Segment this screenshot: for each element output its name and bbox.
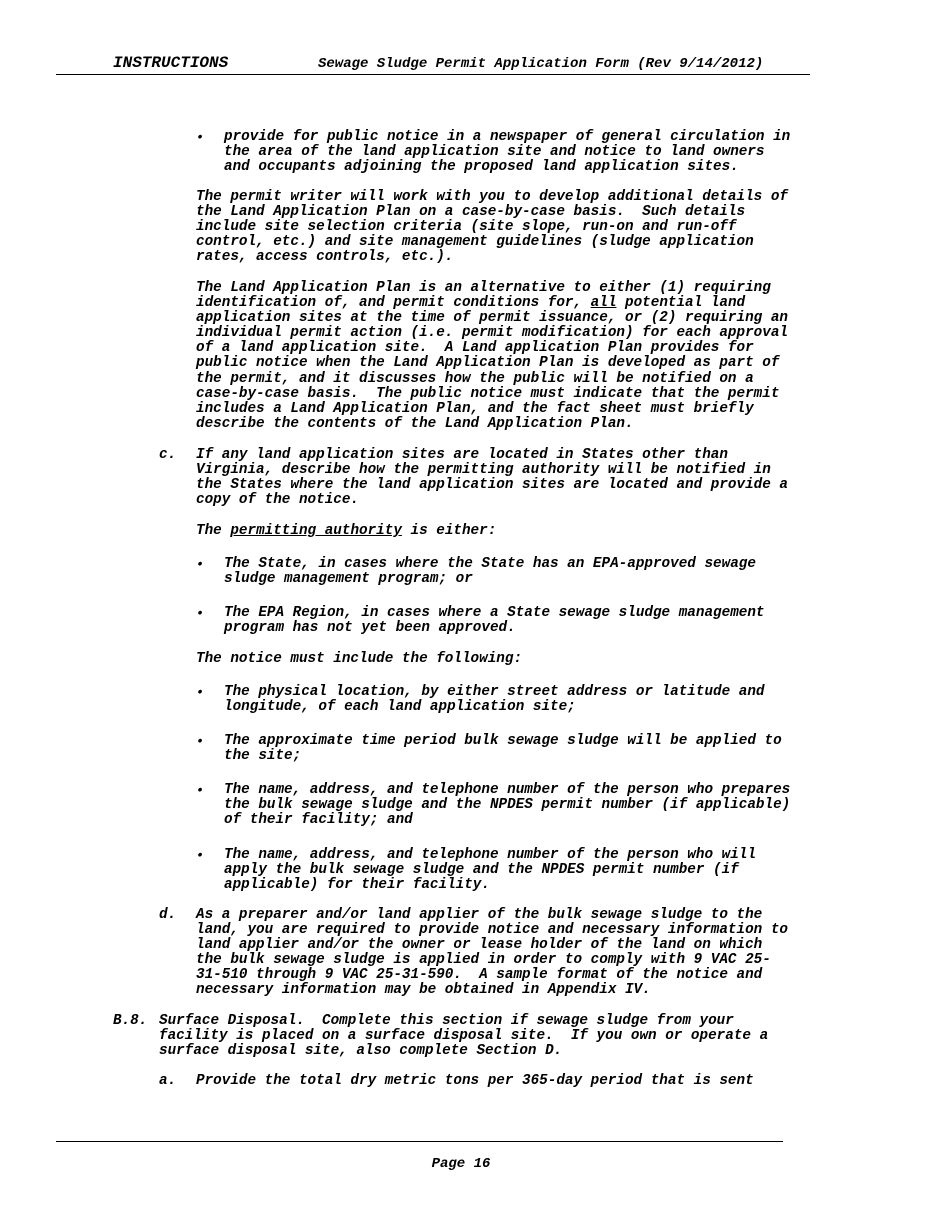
notice-item: The approximate time period bulk sewage sludge will be applied to the site;	[224, 733, 782, 765]
bullet-icon: •	[196, 685, 204, 700]
bullet-icon: •	[196, 848, 204, 863]
land-application-plan-paragraph: The Land Application Plan is an alternative to either (1) requiring identification of, and permit conditions for, all potential land application sites at the time of permit issuance, or (2) requiring an individual permit action (i.e. permit modification) for each approval of a land application site. A Land application Plan provides for public notice when the Land Application Plan is developed as part of the permit, and it discusses how the public will be notified on a case-by-case basis. The public notice must indicate that the permit includes a Land Application Plan, and the fact sheet must briefly describe the contents of the Land Application Plan.	[196, 280, 788, 432]
permitting-authority-line: The permitting authority is either:	[196, 523, 497, 539]
bullet-icon: •	[196, 606, 204, 621]
header-instructions: INSTRUCTIONS	[113, 54, 229, 72]
notice-item: The name, address, and telephone number of the person who will apply the bulk sewage sludge and the NPDES permit number (if applicable) for their facility.	[224, 847, 756, 894]
item-d-text: As a preparer and/or land applier of the bulk sewage sludge to the land, you are required to provide notice and necessary information to land applier and/or the owner or lease holder of the land on which the bulk sewage sludge is applied in order to comply with 9 VAC 25- 31-510 through 9 VAC 25-31-590. A sample format of the notice and necessary information may be obtained in Appendix IV.	[196, 907, 788, 999]
notice-item: The physical location, by either street address or latitude and longitude, of each land application site;	[224, 684, 765, 716]
page-number: Page 16	[431, 1156, 491, 1172]
authority-bullet: The EPA Region, in cases where a State sewage sludge management program has not yet been approved.	[224, 605, 765, 637]
item-c-label: c.	[159, 447, 177, 463]
item-a-label: a.	[159, 1073, 177, 1089]
header-rule	[56, 74, 810, 75]
section-b8-text: facility is placed on a surface disposal site. If you own or operate a surface disposal site, also complete Section D.	[159, 1028, 769, 1060]
bullet-icon: •	[196, 130, 204, 145]
item-d-label: d.	[159, 907, 177, 923]
authority-bullet: The State, in cases where the State has an EPA-approved sewage sludge management program; or	[224, 556, 756, 588]
section-b8-label: B.8.	[113, 1013, 148, 1029]
permit-writer-paragraph: The permit writer will work with you to develop additional details of the Land Application Plan on a case-by-case basis. Such details include site selection criteria (site slope, run-on and run-off control, etc.) and site management guidelines (sludge application rates, access controls, etc.).	[196, 189, 788, 266]
item-a-text: Provide the total dry metric tons per 365-day period that is sent	[196, 1073, 754, 1089]
bullet-icon: •	[196, 734, 204, 749]
notice-bullet-text: provide for public notice in a newspaper of general circulation in the area of the land application site and notice to land owners and occupants adjoining the proposed land application sites.	[224, 129, 791, 176]
section-b8-first-line: Surface Disposal. Complete this section if sewage sludge from your	[159, 1013, 734, 1029]
bullet-icon: •	[196, 557, 204, 572]
notice-item: The name, address, and telephone number of the person who prepares the bulk sewage sludge and the NPDES permit number (if applicable) of their facility; and	[224, 782, 791, 829]
notice-intro: The notice must include the following:	[196, 651, 523, 667]
item-c-text: If any land application sites are located in States other than Virginia, describe how the permitting authority will be notified in the States where the land application sites are located and provide a copy of the notice.	[196, 447, 788, 509]
footer-rule	[56, 1141, 783, 1142]
header-form-title: Sewage Sludge Permit Application Form (Rev 9/14/2012)	[318, 56, 764, 72]
bullet-icon: •	[196, 783, 204, 798]
